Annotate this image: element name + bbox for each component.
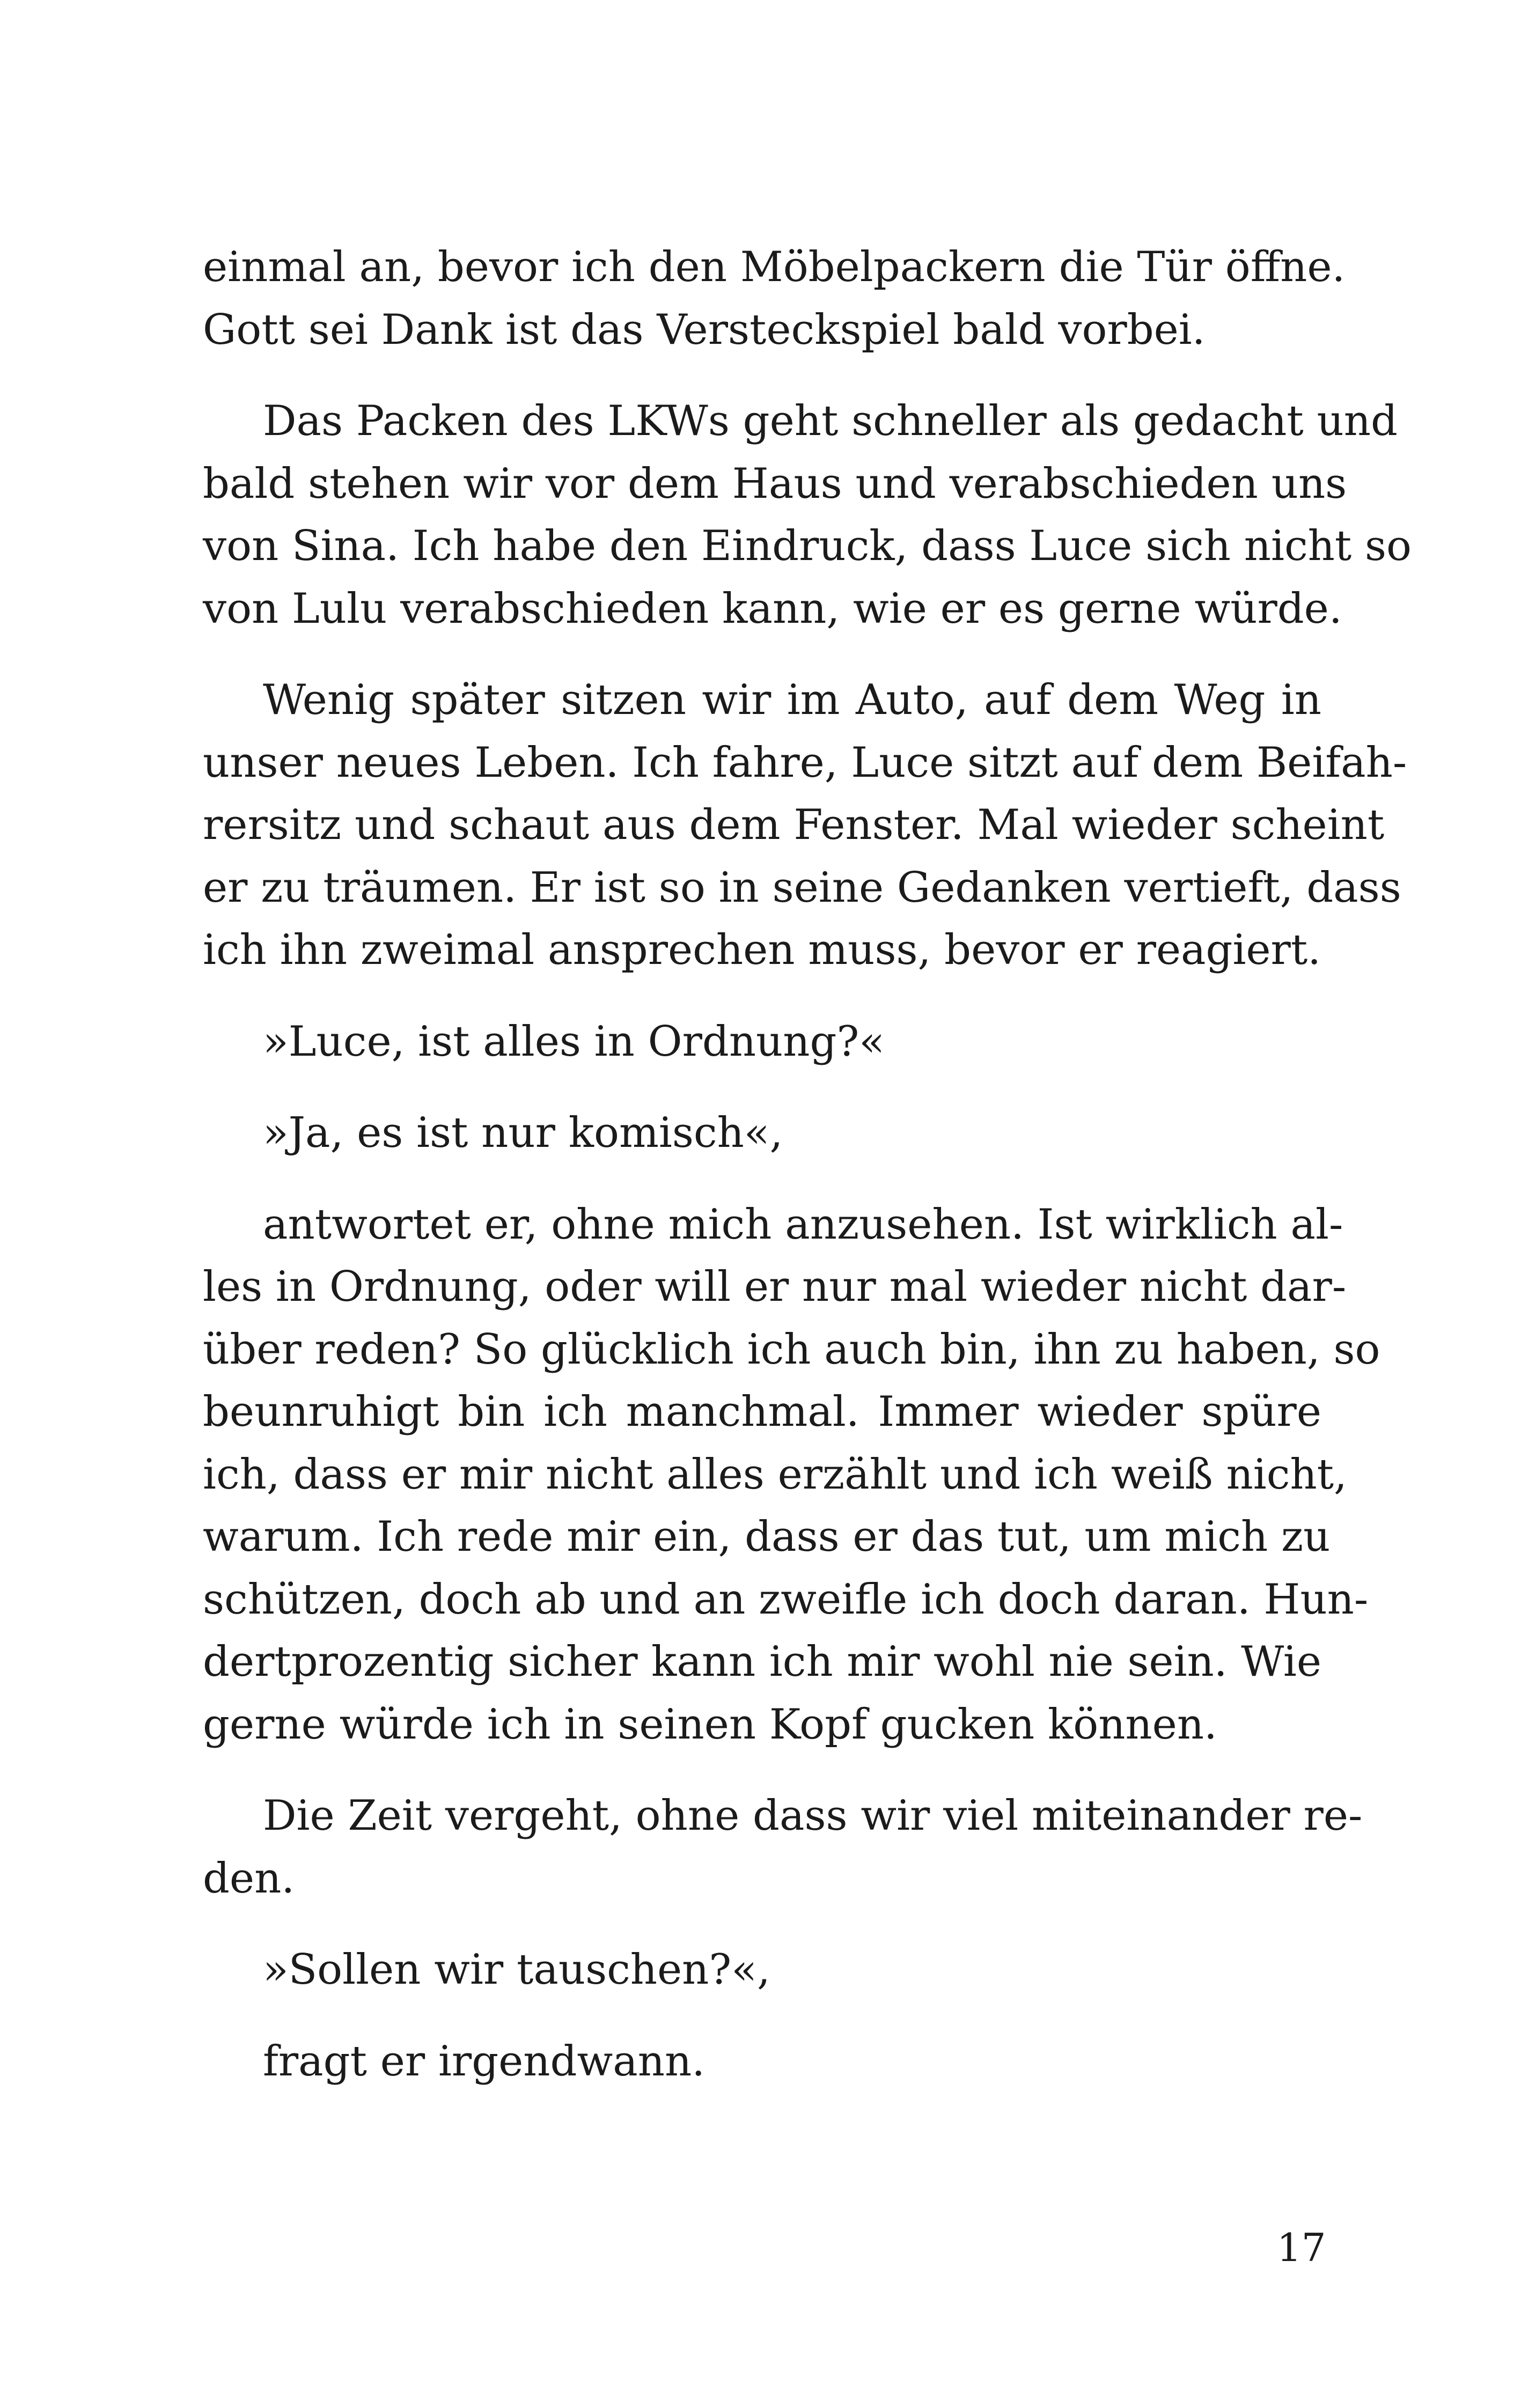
text-line: ich ihn zweimal ansprechen muss, bevor er reagiert.: [203, 926, 1321, 974]
text-line: ich, dass er mir nicht alles erzählt und ich weiß nicht,: [203, 1450, 1347, 1499]
text-line: über reden? So glücklich ich auch bin, ihn zu haben, so: [203, 1325, 1380, 1374]
paragraph: [203, 1939, 1321, 2001]
text-line: antwortet er, ohne mich anzusehen. Ist wirklich al-: [263, 1200, 1343, 1249]
text-line: einmal an, bevor ich den Möbelpackern die Tür öffne.: [203, 243, 1346, 291]
text-line: von Lulu verabschieden kann, wie er es gerne würde.: [203, 584, 1342, 633]
text-line: Wenig später sitzen wir im Auto, auf dem Weg in: [263, 676, 1321, 724]
text-line: Die Zeit vergeht, ohne dass wir viel miteinander re-: [263, 1792, 1363, 1840]
page-number: 17: [1277, 2225, 1326, 2270]
paragraph: [203, 1194, 1380, 1756]
text-line: »Sollen wir tauschen?«,: [263, 1946, 770, 1994]
paragraph: [203, 1102, 1321, 1165]
paragraph: [203, 390, 1412, 640]
text-line: den.: [203, 1854, 295, 1903]
text-line: dertprozentig sicher kann ich mir wohl nie sein. Wie: [203, 1638, 1321, 1686]
text-line: les in Ordnung, oder will er nur mal wieder nicht dar-: [203, 1263, 1347, 1311]
text-line: »Luce, ist alles in Ordnung?«: [263, 1017, 885, 1066]
text-line: beunruhigt bin ich manchmal. Immer wieder spüre: [203, 1388, 1321, 1436]
text-line: fragt er irgendwann.: [263, 2037, 705, 2086]
paragraph: [203, 669, 1407, 982]
paragraph: [203, 236, 1346, 361]
text-line: Gott sei Dank ist das Versteckspiel bald vorbei.: [203, 305, 1206, 354]
text-line: warum. Ich rede mir ein, dass er das tut, um mich zu: [203, 1513, 1331, 1561]
paragraph: [203, 1011, 1321, 1073]
text-line: »Ja, es ist nur komisch«,: [263, 1109, 783, 1157]
text-line: er zu träumen. Er ist so in seine Gedanken vertieft, dass: [203, 863, 1401, 912]
paragraph: [203, 1785, 1363, 1910]
text-line: schützen, doch ab und an zweifle ich doch daran. Hun-: [203, 1575, 1369, 1624]
paragraph: [203, 2030, 1321, 2093]
text-line: rersitz und schaut aus dem Fenster. Mal wieder scheint: [203, 801, 1385, 849]
page-body: [203, 236, 1412, 2122]
text-line: von Sina. Ich habe den Eindruck, dass Luce sich nicht so: [203, 522, 1412, 570]
text-line: Das Packen des LKWs geht schneller als gedacht und: [263, 397, 1398, 445]
text-line: unser neues Leben. Ich fahre, Luce sitzt auf dem Beifah-: [203, 738, 1407, 787]
text-line: gerne würde ich in seinen Kopf gucken können.: [203, 1700, 1217, 1749]
text-line: bald stehen wir vor dem Haus und verabschieden uns: [203, 459, 1347, 508]
